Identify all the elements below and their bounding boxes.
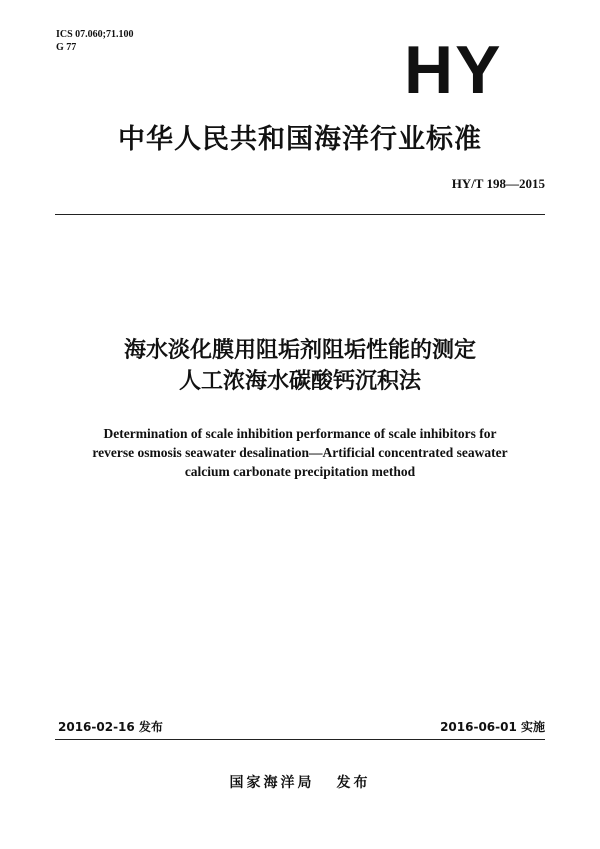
ics-code: ICS 07.060;71.100 (56, 29, 134, 40)
implement-date: 2016-06-01 实施 (440, 720, 545, 734)
title-chinese (0, 335, 600, 397)
top-divider (55, 214, 545, 215)
title-english (0, 424, 600, 481)
ics-block (56, 28, 134, 54)
issue-date: 2016-02-16 发布 (58, 720, 163, 734)
issue-label: 发布 (336, 775, 371, 791)
classification-code: G 77 (56, 42, 77, 53)
title-english-line-2: reverse osmosis seawater desalination—Artificial concentrated seawater (92, 445, 508, 460)
hy-logo: HY (404, 32, 503, 108)
title-english-line-3: calcium carbonate precipitation method (184, 464, 416, 479)
title-chinese-line-2: 人工浓海水碳酸钙沉积法 (178, 369, 421, 394)
publisher-line (0, 772, 600, 792)
title-chinese-line-1: 海水淡化膜用阻垢剂阻垢性能的测定 (123, 338, 476, 363)
bottom-divider (55, 739, 545, 740)
title-english-line-1: Determination of scale inhibition performance of scale inhibitors for (103, 426, 497, 441)
org-title: 中华人民共和国海洋行业标准 (118, 124, 482, 155)
standard-number: HY/T 198—2015 (451, 176, 545, 191)
issuer-name: 国家海洋局 (229, 775, 315, 791)
